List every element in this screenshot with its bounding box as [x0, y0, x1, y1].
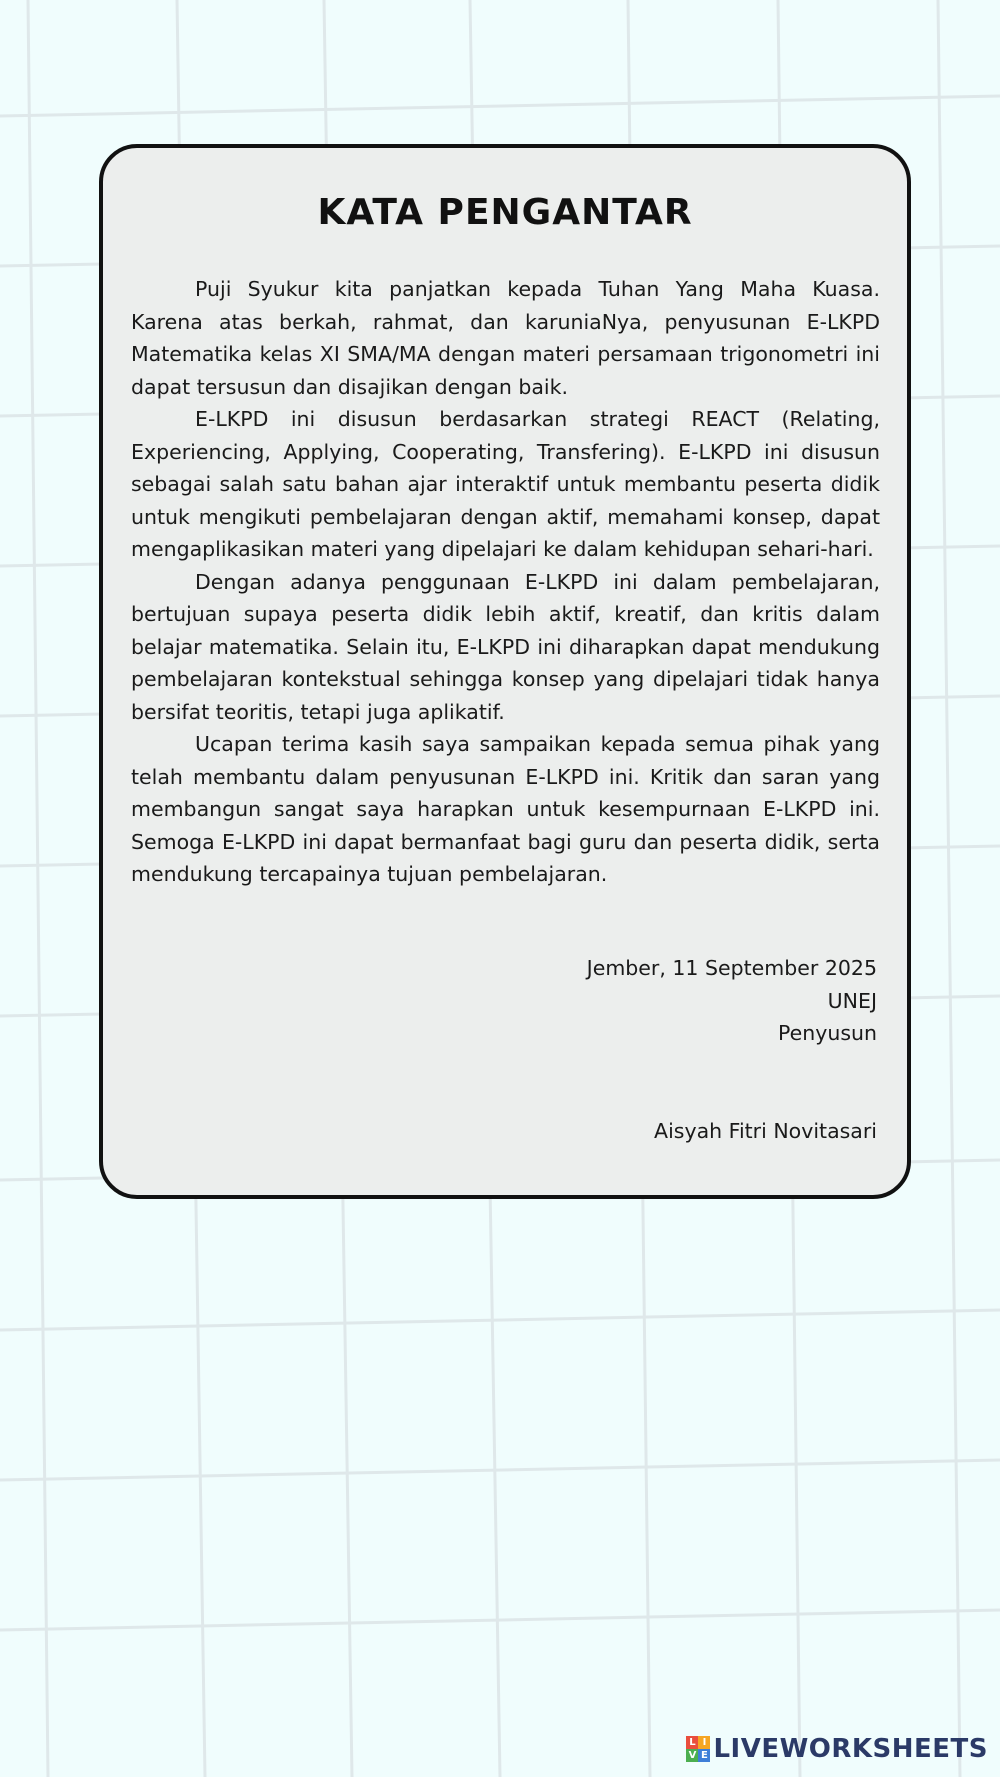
logo-letter-e: E [698, 1749, 710, 1762]
signature-block [587, 952, 877, 1147]
author-name: Aisyah Fitri Novitasari [654, 1118, 877, 1143]
institution: UNEJ [827, 988, 877, 1013]
paragraph-2: E-LKPD ini disusun berdasarkan strategi REACT (Relating, Experiencing, Applying, Cooperating, Transfering). E-LKPD ini disusun sebagai salah satu bahan ajar interaktif untuk membantu peserta didik untuk mengikuti pembelajaran dengan aktif, memahami konsep, dapat mengaplikasikan materi yang dipelajari ke dalam kehidupan sehari-hari. [131, 407, 880, 561]
author-role: Penyusun [777, 1021, 877, 1045]
brand-wordmark: LIVEWORKSHEETS [713, 1734, 988, 1764]
logo-letter-l: L [686, 1736, 698, 1749]
logo-letter-i: I [698, 1736, 710, 1749]
live-logo-icon [686, 1736, 710, 1762]
place-date: Jember, 11 September 2025 [586, 956, 877, 980]
paragraph-3: Dengan adanya penggunaan E-LKPD ini dalam pembelajaran, bertujuan supaya peserta didik lebih aktif, kreatif, dan kritis dalam belajar matematika. Selain itu, E-LKPD ini diharapkan dapat mendukung pembelajaran kontekstual sehingga konsep yang dipelajari tidak hanya bersifat teoritis, tetapi juga aplikatif. [131, 569, 880, 724]
paragraph-1: Puji Syukur kita panjatkan kepada Tuhan Yang Maha Kuasa. Karena atas berkah, rahmat, dan karuniaNya, penyusunan E-LKPD Matematika kelas XI SMA/MA dengan materi persamaan trigonometri ini dapat tersusun dan disajikan dengan baik. [131, 277, 880, 399]
preface-card [99, 144, 911, 1199]
preface-body [131, 273, 880, 891]
liveworksheets-logo[interactable] [686, 1734, 988, 1764]
paragraph-4: Ucapan terima kasih saya sampaikan kepada semua pihak yang telah membantu dalam penyusunan E-LKPD ini. Kritik dan saran yang membangun sangat saya harapkan untuk kesempurnaan E-LKPD ini. Semoga E-LKPD ini dapat bermanfaat bagi guru dan peserta didik, serta mendukung tercapainya tujuan pembelajaran. [131, 732, 880, 886]
page-title: KATA PENGANTAR [317, 192, 693, 233]
logo-letter-v: V [686, 1749, 698, 1762]
